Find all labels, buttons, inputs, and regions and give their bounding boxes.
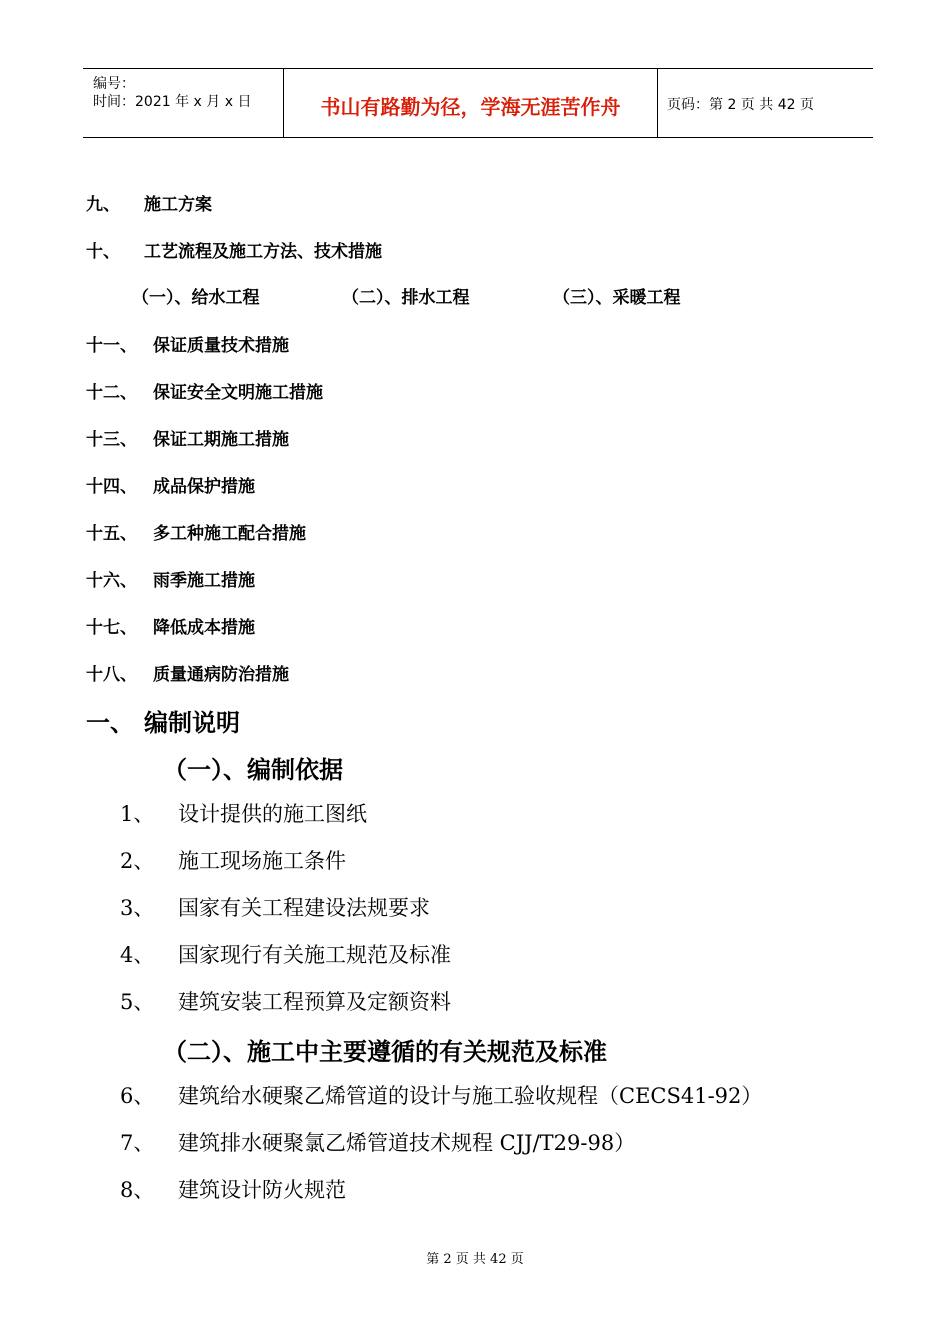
toc-number: 十、 — [86, 242, 120, 262]
toc-number: 十八、 — [86, 665, 137, 685]
toc-item — [86, 378, 323, 403]
list-item — [120, 939, 451, 969]
item-text: 建筑安装工程预算及定额资料 — [178, 990, 451, 1014]
section-title: 编制说明 — [144, 709, 240, 737]
toc-number: 九、 — [86, 195, 120, 215]
toc-number: 十四、 — [86, 477, 137, 497]
number-label: 编号： — [93, 76, 135, 92]
page-header — [83, 68, 873, 138]
toc-subsection: （二）、排水工程 — [342, 288, 470, 308]
toc-subsection: （三）、采暖工程 — [553, 288, 681, 308]
list-item — [120, 845, 346, 875]
header-page-info: 页码：第 2 页 共 42 页 — [667, 97, 814, 113]
toc-text: 雨季施工措施 — [153, 571, 255, 591]
list-item — [120, 1127, 636, 1157]
toc-number: 十六、 — [86, 571, 137, 591]
header-page-cell — [657, 69, 873, 137]
toc-item — [86, 472, 255, 497]
list-item — [120, 892, 430, 922]
standards-heading: （二）、施工中主要遵循的有关规范及标准 — [163, 1038, 607, 1066]
item-number: 5、 — [120, 990, 155, 1014]
time-label: 时间：2021 年 x 月 x 日 — [93, 94, 252, 110]
list-item — [120, 1174, 346, 1204]
toc-number: 十三、 — [86, 430, 137, 450]
toc-item — [86, 613, 255, 638]
toc-text: 多工种施工配合措施 — [153, 524, 306, 544]
toc-text: 保证工期施工措施 — [153, 430, 289, 450]
item-number: 8、 — [120, 1178, 155, 1202]
toc-text: 保证安全文明施工措施 — [153, 383, 323, 403]
toc-text: 质量通病防治措施 — [153, 665, 289, 685]
header-meta-cell — [83, 69, 283, 137]
item-number: 4、 — [120, 943, 155, 967]
list-item — [120, 986, 451, 1016]
toc-number: 十一、 — [86, 336, 137, 356]
toc-item — [86, 237, 382, 262]
toc-text: 工艺流程及施工方法、技术措施 — [144, 242, 382, 262]
toc-text: 降低成本措施 — [153, 618, 255, 638]
toc-item — [86, 519, 306, 544]
toc-item — [86, 425, 289, 450]
item-text: 国家有关工程建设法规要求 — [178, 896, 430, 920]
basis-heading: （一）、编制依据 — [163, 756, 343, 784]
toc-number: 十五、 — [86, 524, 137, 544]
item-number: 1、 — [120, 802, 155, 826]
section-number: 一、 — [86, 709, 134, 737]
toc-item — [86, 331, 289, 356]
item-text: 建筑给水硬聚乙烯管道的设计与施工验收规程（CECS41-92） — [178, 1084, 763, 1108]
item-number: 3、 — [120, 896, 155, 920]
item-number: 2、 — [120, 849, 155, 873]
toc-text: 保证质量技术措施 — [153, 336, 289, 356]
item-text: 国家现行有关施工规范及标准 — [178, 943, 451, 967]
toc-item — [86, 566, 255, 591]
item-number: 7、 — [120, 1131, 155, 1155]
list-item — [120, 1080, 763, 1110]
item-text: 建筑设计防火规范 — [178, 1178, 346, 1202]
toc-item — [86, 190, 212, 215]
toc-text: 施工方案 — [144, 195, 212, 215]
toc-item — [86, 660, 289, 685]
toc-subsection: （一）、给水工程 — [132, 288, 260, 308]
item-text: 施工现场施工条件 — [178, 849, 346, 873]
item-text: 建筑排水硬聚氯乙烯管道技术规程 CJJ/T29-98） — [178, 1131, 636, 1155]
motto: 书山有路勤为径，学海无涯苦作舟 — [320, 95, 621, 119]
toc-text: 成品保护措施 — [153, 477, 255, 497]
section-heading — [86, 703, 240, 738]
list-item — [120, 798, 367, 828]
toc-number: 十七、 — [86, 618, 137, 638]
header-motto-cell — [283, 69, 658, 137]
page-footer: 第 2 页 共 42 页 — [426, 1252, 524, 1267]
item-number: 6、 — [120, 1084, 155, 1108]
toc-number: 十二、 — [86, 383, 137, 403]
item-text: 设计提供的施工图纸 — [178, 802, 367, 826]
